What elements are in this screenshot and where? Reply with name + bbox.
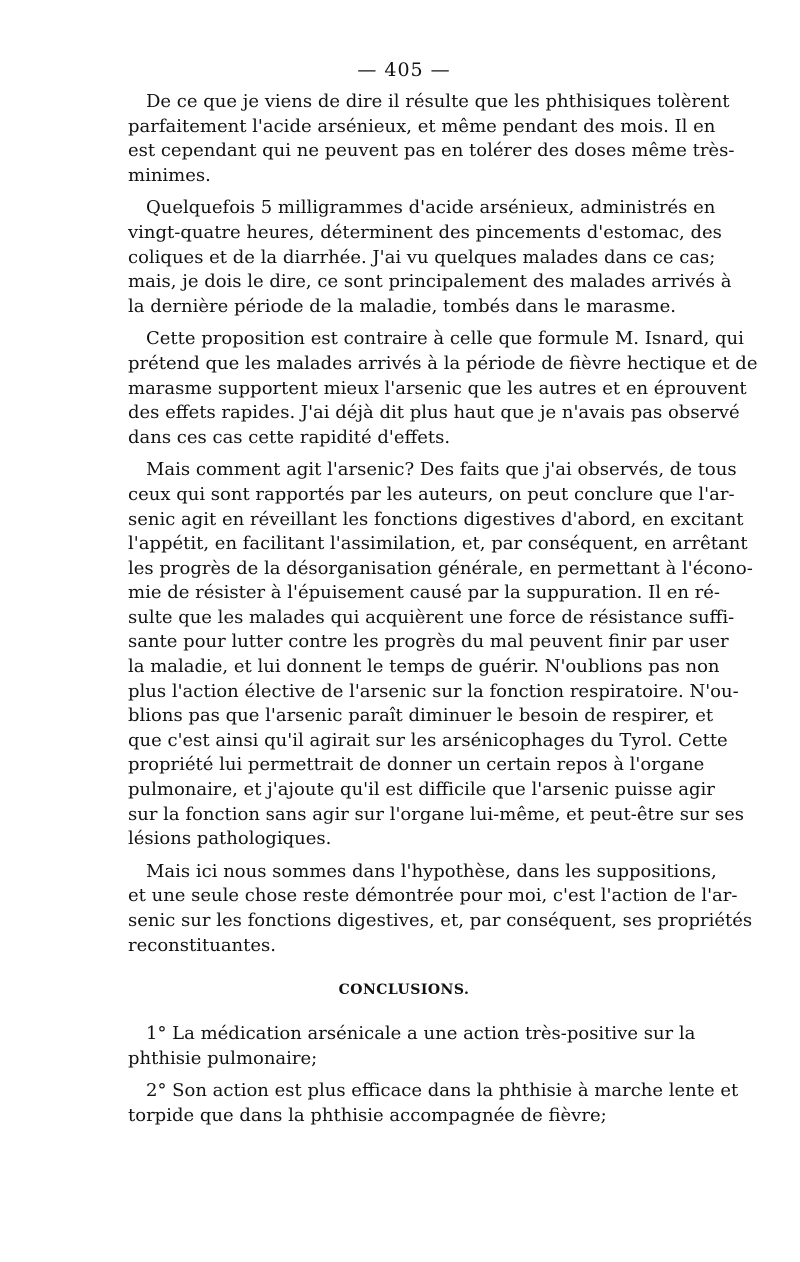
text-line: blions pas que l'arsenic paraît diminuer le besoin de respirer, et: [128, 705, 714, 727]
text-line: sulte que les malades qui acquièrent une force de résistance suffi-: [128, 606, 735, 628]
text-line: torpide que dans la phthisie accompagnée de fièvre;: [128, 1104, 607, 1126]
page-number: — 405 —: [357, 59, 451, 81]
text-line: phthisie pulmonaire;: [128, 1047, 318, 1069]
conclusions-list: [128, 1022, 739, 1128]
text-line: coliques et de la diarrhée. J'ai vu quelques malades dans ce cas;: [128, 246, 716, 268]
text-line: que c'est ainsi qu'il agirait sur les arsénicophages du Tyrol. Cette: [128, 729, 728, 751]
conclusion-item: [128, 1022, 696, 1071]
text-line: minimes.: [128, 164, 211, 186]
text-line: l'appétit, en facilitant l'assimilation, et, par conséquent, en arrêtant: [128, 533, 748, 555]
text-line: propriété lui permettrait de donner un certain repos à l'organe: [128, 754, 705, 776]
section-heading: CONCLUSIONS.: [338, 982, 470, 999]
text-line: mais, je dois le dire, ce sont principalement des malades arrivés à: [128, 271, 732, 293]
text-line: parfaitement l'acide arsénieux, et même pendant des mois. Il en: [128, 115, 716, 137]
text-line: ceux qui sont rapportés par les auteurs, on peut conclure que l'ar-: [128, 483, 735, 505]
text-line: est cependant qui ne peuvent pas en tolérer des doses même très-: [128, 140, 735, 162]
conclusion-item: [128, 1079, 739, 1128]
text-line: pulmonaire, et j'ajoute qu'il est difficile que l'arsenic puisse agir: [128, 779, 715, 801]
text-line: sur la fonction sans agir sur l'organe lui-même, et peut-être sur ses: [128, 803, 744, 825]
text-line: vingt-quatre heures, déterminent des pincements d'estomac, des: [128, 221, 722, 243]
text-line: 2° Son action est plus efficace dans la phthisie à marche lente et: [146, 1080, 739, 1102]
text-line: dans ces cas cette rapidité d'effets.: [128, 426, 451, 448]
text-line: lésions pathologiques.: [128, 828, 332, 850]
text-line: la maladie, et lui donnent le temps de guérir. N'oublions pas non: [128, 656, 720, 678]
text-line: plus l'action élective de l'arsenic sur la fonction respiratoire. N'ou-: [128, 680, 739, 702]
paragraph: [128, 458, 753, 852]
text-line: les progrès de la désorganisation générale, en permettant à l'écono-: [128, 557, 753, 579]
paragraph: [128, 327, 758, 450]
text-line: 1° La médication arsénicale a une action très-positive sur la: [146, 1023, 696, 1045]
text-line: et une seule chose reste démontrée pour moi, c'est l'action de l'ar-: [128, 885, 738, 907]
text-line: marasme supportent mieux l'arsenic que les autres et en éprouvent: [128, 377, 747, 399]
paragraph: [128, 860, 753, 958]
text-line: senic sur les fonctions digestives, et, par conséquent, ses propriétés: [128, 910, 753, 931]
paragraph: [128, 196, 732, 319]
book-page: [128, 58, 758, 1137]
text-line: sante pour lutter contre les progrès du mal peuvent finir par user: [128, 631, 729, 653]
text-line: Mais comment agit l'arsenic? Des faits que j'ai observés, de tous: [146, 459, 737, 481]
text-line: des effets rapides. J'ai déjà dit plus haut que je n'avais pas observé: [128, 402, 740, 424]
text-line: Quelquefois 5 milligrammes d'acide arsénieux, administrés en: [146, 197, 716, 219]
body-text: [128, 90, 758, 958]
text-line: reconstituantes.: [128, 934, 276, 956]
text-line: Cette proposition est contraire à celle que formule M. Isnard, qui: [146, 328, 744, 350]
text-line: De ce que je viens de dire il résulte que les phthisiques tolèrent: [146, 91, 730, 112]
paragraph: [128, 90, 735, 188]
text-line: mie de résister à l'épuisement causé par la suppuration. Il en ré-: [128, 582, 721, 604]
text-line: prétend que les malades arrivés à la période de fièvre hectique et de: [128, 352, 758, 374]
text-line: Mais ici nous sommes dans l'hypothèse, dans les suppositions,: [146, 860, 717, 882]
text-line: la dernière période de la maladie, tombés dans le marasme.: [128, 295, 677, 317]
text-line: senic agit en réveillant les fonctions digestives d'abord, en excitant: [128, 508, 744, 530]
